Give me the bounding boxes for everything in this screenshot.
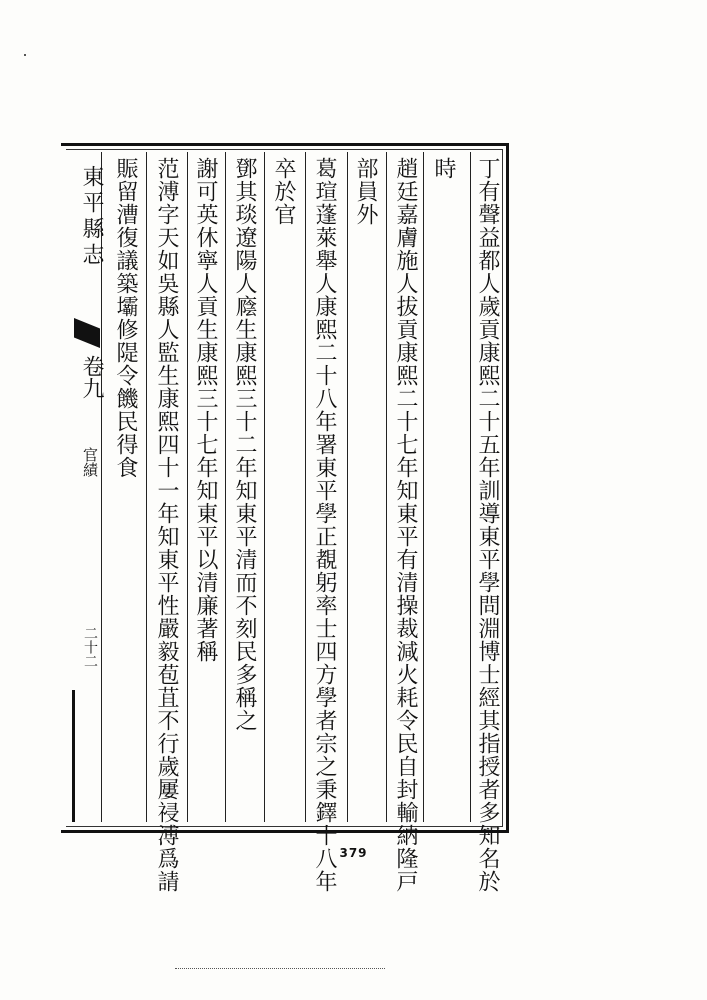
column-divider: [347, 152, 348, 822]
section-label: 官績: [81, 447, 99, 477]
text-column-3: 趙廷嘉膚施人拔貢康熙二十七年知東平有清操裁減火耗令民自封輸納隆戸: [393, 157, 418, 893]
volume-label: 卷九: [79, 355, 104, 399]
column-divider: [305, 152, 306, 822]
text-column-4: 部員外: [353, 157, 378, 226]
scan-footer-dots: [175, 968, 385, 970]
page-number: 379: [339, 846, 368, 860]
margin-bar: [72, 690, 75, 822]
column-divider: [386, 152, 387, 822]
text-column-6: 卒於官: [271, 157, 296, 226]
book-title: 東平縣志: [79, 165, 104, 269]
column-divider: [470, 152, 471, 822]
column-divider: [423, 152, 424, 822]
leaf-number: 二十二: [82, 626, 98, 668]
column-divider: [225, 152, 226, 822]
text-column-8: 謝可英休寧人貢生康熙三十七年知東平以清廉著稱: [193, 157, 218, 663]
text-column-10: 賑留漕復議築壩修隄令饑民得食: [113, 157, 138, 479]
column-divider: [146, 152, 147, 822]
text-column-9: 范溥字天如吳縣人監生康熙四十一年知東平性嚴毅苞苴不行歲屢祲溥爲請: [154, 157, 179, 893]
text-column-2: 時: [431, 157, 456, 180]
text-column-1: 丁有聲益都人歲貢康熙二十五年訓導東平學問淵博士經其指授者多知名於: [475, 157, 500, 893]
column-divider: [264, 152, 265, 822]
text-column-5: 葛瑄蓬萊舉人康熙二十八年署東平學正覩躬率士四方學者宗之秉鐸十八年: [312, 157, 337, 893]
scan-speck: [24, 54, 26, 56]
text-column-7: 鄧其琰遼陽人廕生康熙三十二年知東平清而不刻民多稱之: [232, 157, 257, 732]
column-divider: [187, 152, 188, 822]
